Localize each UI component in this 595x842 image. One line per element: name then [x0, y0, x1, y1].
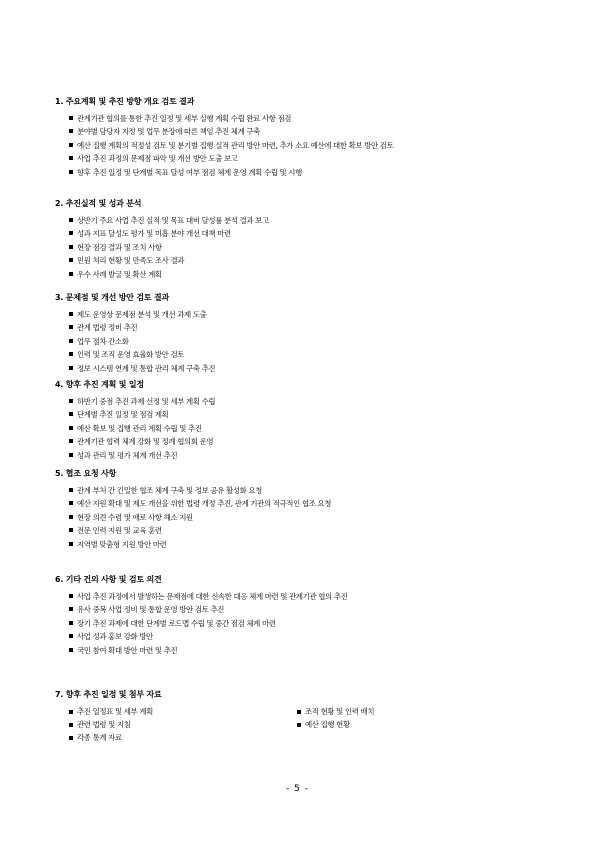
section-heading: 3. 문제점 및 개선 방안 검토 결과 [55, 293, 170, 302]
square-bullet-icon [69, 710, 73, 714]
square-bullet-icon [69, 736, 73, 740]
list-item: 상반기 주요 사업 추진 실적 및 목표 대비 달성률 분석 결과 보고 [55, 214, 545, 227]
section-heading: 7. 향후 추진 일정 및 첨부 자료 [55, 690, 162, 699]
list-item: 하반기 중점 추진 과제 선정 및 세부 계획 수립 [55, 395, 545, 408]
list-item: 업무 절차 간소화 [55, 335, 545, 348]
list-item: 관련 법령 및 지침 [55, 719, 131, 731]
section-heading: 1. 주요계획 및 추진 방향 개요 검토 결과 [55, 97, 195, 106]
square-bullet-icon [69, 129, 73, 133]
list-item: 정보 시스템 연계 및 통합 관리 체계 구축 추진 [55, 362, 545, 375]
list-item: 국민 참여 확대 방안 마련 및 추진 [55, 644, 545, 657]
list-item: 관계 부처 간 긴밀한 협조 체계 구축 및 정보 공유 활성화 요청 [55, 484, 545, 497]
section-heading: 6. 기타 건의 사항 및 검토 의견 [55, 575, 162, 584]
section-heading: 2. 추진실적 및 성과 분석 [55, 199, 142, 208]
list-item: 예산 집행 현황 [283, 719, 350, 731]
square-bullet-icon [297, 710, 301, 714]
list-item: 사업 성과 홍보 강화 방안 [55, 630, 545, 643]
page-number: - 5 - [286, 784, 309, 794]
section-4 [55, 379, 545, 462]
square-bullet-icon [69, 312, 73, 316]
list-item: 관계기관 협력 체계 강화 및 정례 협의회 운영 [55, 435, 545, 448]
list-item: 우수 사례 발굴 및 확산 계획 [55, 268, 545, 281]
square-bullet-icon [69, 607, 73, 611]
list-item: 장기 추진 과제에 대한 단계별 로드맵 수립 및 중간 점검 체계 마련 [55, 617, 545, 630]
list-item: 각종 통계 자료 [55, 732, 122, 744]
section-6 [55, 574, 545, 657]
square-bullet-icon [69, 528, 73, 532]
list-item: 전문 인력 지원 및 교육 훈련 [55, 524, 545, 537]
list-item: 예산 지원 확대 및 제도 개선을 위한 법령 개정 추진, 관계 기관의 적극적인 협조 요청 [55, 497, 545, 510]
square-bullet-icon [69, 258, 73, 262]
square-bullet-icon [69, 453, 73, 457]
list-item: 민원 처리 현황 및 만족도 조사 결과 [55, 254, 545, 267]
square-bullet-icon [69, 399, 73, 403]
square-bullet-icon [69, 116, 73, 120]
list-item: 성과 지표 달성도 평가 및 미흡 분야 개선 대책 마련 [55, 227, 545, 240]
list-item: 분야별 담당자 지정 및 업무 분장에 따른 책임 추진 체계 구축 [55, 125, 545, 138]
list-item: 지역별 맞춤형 지원 방안 마련 [55, 538, 545, 551]
square-bullet-icon [69, 272, 73, 276]
section-3 [55, 292, 545, 375]
list-item: 관계 법령 정비 추진 [55, 321, 545, 334]
section-1 [55, 96, 545, 179]
square-bullet-icon [69, 594, 73, 598]
square-bullet-icon [69, 412, 73, 416]
list-item: 조직 현황 및 인력 배치 [283, 706, 374, 718]
square-bullet-icon [69, 621, 73, 625]
square-bullet-icon [69, 439, 73, 443]
square-bullet-icon [69, 245, 73, 249]
square-bullet-icon [69, 339, 73, 343]
square-bullet-icon [69, 170, 73, 174]
list-item: 단계별 추진 일정 및 점검 계획 [55, 408, 545, 421]
square-bullet-icon [69, 231, 73, 235]
square-bullet-icon [69, 501, 73, 505]
square-bullet-icon [69, 488, 73, 492]
square-bullet-icon [69, 723, 73, 727]
section-2 [55, 198, 545, 281]
square-bullet-icon [69, 325, 73, 329]
square-bullet-icon [69, 218, 73, 222]
square-bullet-icon [69, 634, 73, 638]
square-bullet-icon [69, 426, 73, 430]
section-5 [55, 468, 545, 551]
square-bullet-icon [69, 352, 73, 356]
square-bullet-icon [69, 366, 73, 370]
list-item: 제도 운영상 문제점 분석 및 개선 과제 도출 [55, 308, 545, 321]
list-item: 성과 관리 및 평가 체계 개선 추진 [55, 449, 545, 462]
square-bullet-icon [69, 648, 73, 652]
list-item: 추진 일정표 및 세부 계획 [55, 706, 153, 718]
list-item: 향후 추진 일정 및 단계별 목표 달성 여부 점검 체계 운영 계획 수립 및 시행 [55, 166, 545, 179]
section-heading: 4. 향후 추진 계획 및 일정 [55, 380, 144, 389]
list-item: 유사 중복 사업 정비 및 통합 운영 방안 검토 추진 [55, 603, 545, 616]
list-item: 예산 집행 계획의 적정성 검토 및 분기별 집행 실적 관리 방안 마련, 추가 소요 예산에 대한 확보 방안 검토 [55, 139, 545, 152]
square-bullet-icon [69, 542, 73, 546]
square-bullet-icon [69, 515, 73, 519]
list-item: 사업 추진 과정에서 발생하는 문제점에 대한 신속한 대응 체계 마련 및 관계기관 협의 추진 [55, 590, 545, 603]
list-item: 현장 점검 결과 및 조치 사항 [55, 241, 545, 254]
list-item: 사업 추진 과정의 문제점 파악 및 개선 방안 도출 보고 [55, 152, 545, 165]
list-item: 예산 확보 및 집행 관리 계획 수립 및 추진 [55, 422, 545, 435]
list-item: 인력 및 조직 운영 효율화 방안 검토 [55, 348, 545, 361]
section-7 [55, 689, 545, 700]
section-heading: 5. 협조 요청 사항 [55, 469, 117, 478]
list-item: 현장 의견 수렴 및 애로 사항 해소 지원 [55, 511, 545, 524]
square-bullet-icon [297, 723, 301, 727]
square-bullet-icon [69, 156, 73, 160]
list-item: 관계기관 협의를 통한 추진 일정 및 세부 실행 계획 수립 완료 사항 점검 [55, 112, 545, 125]
square-bullet-icon [69, 143, 73, 147]
